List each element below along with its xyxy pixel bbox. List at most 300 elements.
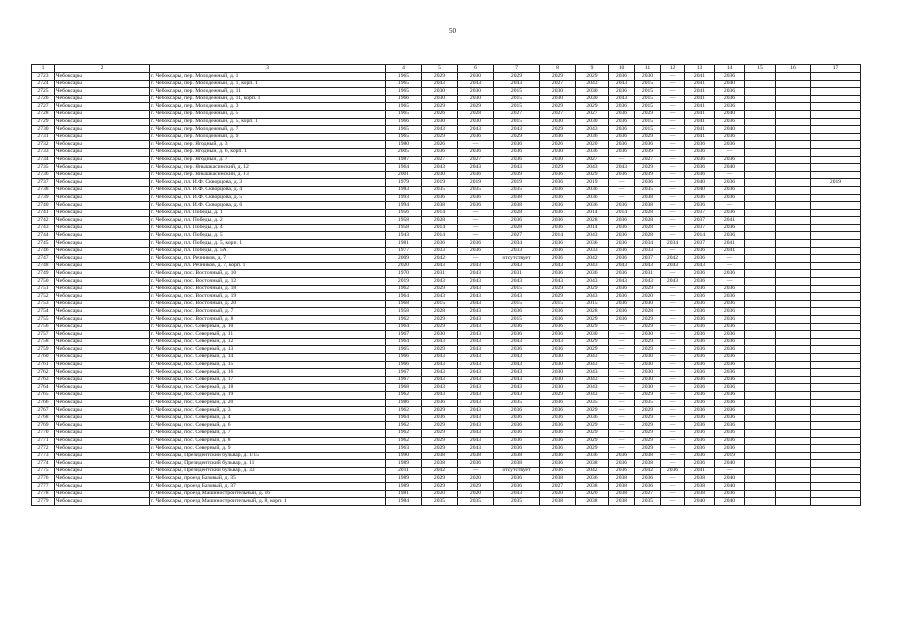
table-cell-col-6: 2035 — [458, 186, 494, 194]
table-cell-col-3: г. Чебоксары, пос. Северный, д. 20 — [150, 399, 386, 407]
table-cell-col-6: 2043 — [458, 338, 494, 346]
table-cell-col-1: 2768 — [32, 414, 55, 422]
table-cell-col-5: 2043 — [422, 293, 458, 301]
table-cell-col-14: 2041 — [715, 240, 745, 248]
table-cell-col-13: 2036 — [685, 407, 715, 415]
table-cell-col-17 — [811, 202, 861, 210]
table-cell-col-10: 2043 — [609, 262, 635, 270]
table-cell-col-7: 2036 — [494, 437, 540, 445]
table-cell-col-16 — [776, 126, 811, 134]
table-cell-col-1: 2750 — [32, 278, 55, 286]
table-cell-col-15 — [745, 270, 776, 278]
table-cell-col-2: Чебоксары — [55, 262, 150, 270]
table-cell-col-7: 2015 — [494, 103, 540, 111]
table-cell-col-9: 2043 — [576, 369, 609, 377]
table-cell-col-7: 2036 — [494, 414, 540, 422]
table-cell-col-14: 2036 — [715, 407, 745, 415]
table-cell-col-3: г. Чебоксары, пос. Северный, д. 17 — [150, 376, 386, 384]
table-cell-col-7: 2036 — [494, 346, 540, 354]
table-cell-col-4: 1965 — [386, 88, 422, 96]
table-cell-col-5: 2020 — [422, 490, 458, 498]
table-cell-col-8: 2027 — [540, 110, 576, 118]
table-cell-col-8: 2043 — [540, 278, 576, 286]
table-cell-col-9: 2030 — [576, 331, 609, 339]
table-cell-col-1: 2766 — [32, 399, 55, 407]
table-cell-col-14: — — [715, 278, 745, 286]
table-cell-col-6: 2020 — [458, 475, 494, 483]
table-cell-col-5: 2043 — [422, 369, 458, 377]
table-row — [32, 437, 861, 445]
table-cell-col-7: 2027 — [494, 232, 540, 240]
table-cell-col-17 — [811, 224, 861, 232]
table-cell-col-7: 2043 — [494, 262, 540, 270]
table-cell-col-9: 2043 — [576, 361, 609, 369]
table-cell-col-4: 1966 — [386, 118, 422, 126]
table-row — [32, 475, 861, 483]
table-cell-col-17 — [811, 171, 861, 179]
table-cell-col-13: 2036 — [685, 247, 715, 255]
table-cell-col-11: 2037 — [635, 255, 661, 263]
table-cell-col-3: г. Чебоксары, пл. Речников, д. 7, корп. 1 — [150, 262, 386, 270]
table-row — [32, 422, 861, 430]
table-cell-col-9: 2043 — [576, 262, 609, 270]
table-cell-col-17 — [811, 353, 861, 361]
table-cell-col-7: 2043 — [494, 278, 540, 286]
table-cell-col-1: 2728 — [32, 110, 55, 118]
table-cell-col-2: Чебоксары — [55, 186, 150, 194]
table-cell-col-2: Чебоксары — [55, 103, 150, 111]
table-cell-col-9: 2035 — [576, 399, 609, 407]
table-cell-col-15 — [745, 179, 776, 187]
table-cell-col-3: г. Чебоксары, пер. Янышкасинский, д. 12 — [150, 164, 386, 172]
table-cell-col-13: 2036 — [685, 278, 715, 286]
table-cell-col-16 — [776, 452, 811, 460]
table-cell-col-2: Чебоксары — [55, 164, 150, 172]
table-cell-col-8: 2015 — [540, 300, 576, 308]
table-cell-col-14: 2036 — [715, 437, 745, 445]
table-cell-col-13: 2040 — [685, 498, 715, 506]
table-cell-col-5: 2029 — [422, 483, 458, 491]
table-cell-col-5: 2029 — [422, 429, 458, 437]
table-cell-col-5: 2029 — [422, 323, 458, 331]
table-cell-col-1: 2777 — [32, 483, 55, 491]
table-cell-col-3: г. Чебоксары, пер. Молодежный, д. 7 — [150, 126, 386, 134]
table-cell-col-14: 2036 — [715, 293, 745, 301]
table-cell-col-5: 2029 — [422, 346, 458, 354]
table-cell-col-3: г. Чебоксары, пер. Ягодный, д. 6, корп. 1 — [150, 148, 386, 156]
table-cell-col-5: 2036 — [422, 148, 458, 156]
table-cell-col-15 — [745, 331, 776, 339]
table-cell-col-3: г. Чебоксары, пос. Северный, д. 14 — [150, 353, 386, 361]
table-cell-col-7: 2043 — [494, 391, 540, 399]
table-cell-col-12: — — [661, 445, 685, 453]
table-cell-col-6: 2043 — [458, 407, 494, 415]
table-cell-col-1: 2779 — [32, 498, 55, 506]
table-cell-col-17 — [811, 452, 861, 460]
table-cell-col-13: 2036 — [685, 361, 715, 369]
table-row — [32, 285, 861, 293]
table-cell-col-13: 2041 — [685, 103, 715, 111]
table-cell-col-9: 2043 — [576, 391, 609, 399]
table-cell-col-8: 2036 — [540, 194, 576, 202]
table-cell-col-10: 2038 — [609, 483, 635, 491]
table-cell-col-1: 2745 — [32, 240, 55, 248]
table-cell-col-15 — [745, 217, 776, 225]
table-cell-col-14: 2036 — [715, 133, 745, 141]
table-cell-col-9: 2029 — [576, 285, 609, 293]
column-header-1: 1 — [32, 65, 55, 73]
table-cell-col-15 — [745, 202, 776, 210]
table-cell-col-17 — [811, 80, 861, 88]
table-cell-col-10: — — [609, 369, 635, 377]
table-cell-col-14: 2036 — [715, 88, 745, 96]
table-cell-col-15 — [745, 391, 776, 399]
table-cell-col-7: 2043 — [494, 361, 540, 369]
table-cell-col-16 — [776, 194, 811, 202]
table-cell-col-4: 1980 — [386, 141, 422, 149]
table-cell-col-1: 2740 — [32, 202, 55, 210]
table-cell-col-7: 2036 — [494, 141, 540, 149]
table-cell-col-7: 2036 — [494, 217, 540, 225]
table-cell-col-1: 2774 — [32, 460, 55, 468]
table-cell-col-2: Чебоксары — [55, 80, 150, 88]
table-cell-col-7: 2015 — [494, 95, 540, 103]
table-cell-col-1: 2772 — [32, 445, 55, 453]
table-cell-col-13: 2038 — [685, 490, 715, 498]
table-cell-col-7: 2033 — [494, 247, 540, 255]
table-cell-col-4: 1962 — [386, 429, 422, 437]
table-cell-col-13: 2040 — [685, 179, 715, 187]
table-cell-col-6: 2036 — [458, 202, 494, 210]
table-cell-col-10: 2036 — [609, 110, 635, 118]
table-cell-col-10: — — [609, 338, 635, 346]
table-cell-col-15 — [745, 384, 776, 392]
table-cell-col-10: 2043 — [609, 95, 635, 103]
table-cell-col-16 — [776, 141, 811, 149]
table-cell-col-6: — — [458, 232, 494, 240]
table-cell-col-16 — [776, 179, 811, 187]
table-cell-col-11: 2015 — [635, 95, 661, 103]
table-cell-col-5: 2043 — [422, 278, 458, 286]
table-cell-col-6: 2035 — [458, 498, 494, 506]
table-cell-col-1: 2776 — [32, 475, 55, 483]
table-cell-col-13: 2036 — [685, 194, 715, 202]
table-cell-col-6: 2043 — [458, 262, 494, 270]
table-row — [32, 293, 861, 301]
table-row — [32, 164, 861, 172]
table-cell-col-10: — — [609, 323, 635, 331]
table-cell-col-12: — — [661, 353, 685, 361]
table-cell-col-14: 2036 — [715, 300, 745, 308]
table-cell-col-11: 2028 — [635, 217, 661, 225]
table-cell-col-16 — [776, 361, 811, 369]
table-cell-col-5: 2035 — [422, 186, 458, 194]
table-cell-col-15 — [745, 353, 776, 361]
table-cell-col-1: 2767 — [32, 407, 55, 415]
column-header-5: 5 — [422, 65, 458, 73]
table-cell-col-4: 1958 — [386, 308, 422, 316]
table-cell-col-2: Чебоксары — [55, 460, 150, 468]
table-cell-col-16 — [776, 437, 811, 445]
table-cell-col-15 — [745, 194, 776, 202]
table-cell-col-16 — [776, 186, 811, 194]
table-cell-col-3: г. Чебоксары, Президентский бульвар, д. 11 — [150, 460, 386, 468]
table-cell-col-10: 2038 — [609, 475, 635, 483]
table-cell-col-5: 2043 — [422, 262, 458, 270]
table-cell-col-10: 2036 — [609, 217, 635, 225]
table-cell-col-14: 2036 — [715, 224, 745, 232]
table-cell-col-10: — — [609, 437, 635, 445]
table-cell-col-10: 2014 — [609, 209, 635, 217]
table-cell-col-15 — [745, 262, 776, 270]
table-cell-col-2: Чебоксары — [55, 445, 150, 453]
housing-schedule-table — [31, 64, 861, 506]
table-cell-col-10: 2036 — [609, 88, 635, 96]
table-cell-col-13: 2036 — [685, 338, 715, 346]
table-cell-col-17 — [811, 73, 861, 81]
table-cell-col-4: 1983 — [386, 186, 422, 194]
table-cell-col-14: 2036 — [715, 399, 745, 407]
table-cell-col-12: — — [661, 399, 685, 407]
table-cell-col-7: 2043 — [494, 369, 540, 377]
column-header-3: 3 — [150, 65, 386, 73]
table-cell-col-2: Чебоксары — [55, 422, 150, 430]
column-header-4: 4 — [386, 65, 422, 73]
table-cell-col-14: 2041 — [715, 247, 745, 255]
table-cell-col-8: 2036 — [540, 217, 576, 225]
table-cell-col-17 — [811, 346, 861, 354]
table-cell-col-15 — [745, 300, 776, 308]
table-cell-col-10: 2043 — [609, 80, 635, 88]
table-cell-col-2: Чебоксары — [55, 118, 150, 126]
table-cell-col-3: г. Чебоксары, пос. Северный, д. 8 — [150, 437, 386, 445]
table-cell-col-3: г. Чебоксары, пос. Северный, д. 10 — [150, 323, 386, 331]
table-cell-col-12: — — [661, 316, 685, 324]
table-cell-col-11: 2029 — [635, 316, 661, 324]
table-cell-col-12: — — [661, 498, 685, 506]
table-cell-col-7: 2036 — [494, 445, 540, 453]
table-cell-col-15 — [745, 346, 776, 354]
table-cell-col-5: 2015 — [422, 300, 458, 308]
table-cell-col-16 — [776, 95, 811, 103]
table-cell-col-9: 2043 — [576, 293, 609, 301]
table-cell-col-6: 2030 — [458, 73, 494, 81]
table-cell-col-11: 2039 — [635, 171, 661, 179]
table-cell-col-14: 2036 — [715, 323, 745, 331]
table-cell-col-3: г. Чебоксары, пер. Молодежный, д. 9 — [150, 133, 386, 141]
table-cell-col-10: — — [609, 399, 635, 407]
table-cell-col-12: — — [661, 414, 685, 422]
table-cell-col-10: 2036 — [609, 316, 635, 324]
table-row — [32, 232, 861, 240]
table-cell-col-8: 2030 — [540, 369, 576, 377]
table-cell-col-17 — [811, 232, 861, 240]
table-row — [32, 353, 861, 361]
table-cell-col-16 — [776, 460, 811, 468]
table-cell-col-5: 2026 — [422, 141, 458, 149]
table-cell-col-2: Чебоксары — [55, 475, 150, 483]
table-cell-col-2: Чебоксары — [55, 232, 150, 240]
table-cell-col-6: 2029 — [458, 483, 494, 491]
table-cell-col-15 — [745, 460, 776, 468]
table-cell-col-13: 2041 — [685, 126, 715, 134]
table-cell-col-6: 2027 — [458, 156, 494, 164]
table-cell-col-16 — [776, 247, 811, 255]
table-cell-col-14: 2036 — [715, 331, 745, 339]
table-cell-col-13: 2041 — [685, 110, 715, 118]
table-cell-col-7: 2039 — [494, 171, 540, 179]
table-cell-col-14: 2036 — [715, 391, 745, 399]
table-row — [32, 414, 861, 422]
table-cell-col-14: 2036 — [715, 361, 745, 369]
table-cell-col-5: 2029 — [422, 407, 458, 415]
table-cell-col-7: 2043 — [494, 80, 540, 88]
table-cell-col-8: 2029 — [540, 103, 576, 111]
table-cell-col-12: — — [661, 194, 685, 202]
column-header-14: 14 — [715, 65, 745, 73]
table-cell-col-4: 1965 — [386, 73, 422, 81]
table-cell-col-5: 2043 — [422, 353, 458, 361]
table-cell-col-3: г. Чебоксары, пос. Северный, д. 11 — [150, 331, 386, 339]
table-cell-col-1: 2734 — [32, 156, 55, 164]
table-cell-col-7: 2028 — [494, 209, 540, 217]
table-cell-col-12: — — [661, 186, 685, 194]
table-cell-col-6: 2043 — [458, 308, 494, 316]
table-cell-col-9: 2020 — [576, 141, 609, 149]
table-cell-col-8: 2036 — [540, 460, 576, 468]
table-cell-col-2: Чебоксары — [55, 285, 150, 293]
table-cell-col-9: 2042 — [576, 467, 609, 475]
table-cell-col-4: 1962 — [386, 391, 422, 399]
table-cell-col-14: 2036 — [715, 308, 745, 316]
table-cell-col-12: — — [661, 126, 685, 134]
table-cell-col-3: г. Чебоксары, пос. Северный, д. 7 — [150, 429, 386, 437]
table-row — [32, 331, 861, 339]
table-cell-col-13: 2036 — [685, 255, 715, 263]
table-cell-col-9: 2028 — [576, 217, 609, 225]
table-cell-col-15 — [745, 232, 776, 240]
table-cell-col-3: г. Чебоксары, пл. И.Ф. Скворцова, д. 6 — [150, 202, 386, 210]
table-cell-col-4: 1968 — [386, 384, 422, 392]
table-cell-col-7: 2015 — [494, 285, 540, 293]
table-cell-col-4: 1943 — [386, 232, 422, 240]
table-cell-col-11: 2030 — [635, 361, 661, 369]
table-cell-col-5: 2029 — [422, 316, 458, 324]
table-cell-col-1: 2752 — [32, 293, 55, 301]
table-cell-col-3: г. Чебоксары, пл. И.Ф. Скворцова, д. 5 — [150, 194, 386, 202]
table-cell-col-2: Чебоксары — [55, 391, 150, 399]
table-cell-col-9: 2014 — [576, 224, 609, 232]
table-cell-col-17 — [811, 391, 861, 399]
table-cell-col-4: 1968 — [386, 300, 422, 308]
table-cell-col-1: 2742 — [32, 217, 55, 225]
table-cell-col-4: 1965 — [386, 110, 422, 118]
table-cell-col-15 — [745, 293, 776, 301]
table-cell-col-9: 2029 — [576, 429, 609, 437]
table-cell-col-9: 2027 — [576, 156, 609, 164]
table-cell-col-7: 2036 — [494, 429, 540, 437]
table-cell-col-17 — [811, 133, 861, 141]
table-cell-col-9: 2036 — [576, 414, 609, 422]
table-cell-col-4: 1967 — [386, 369, 422, 377]
table-cell-col-11: 2028 — [635, 224, 661, 232]
table-cell-col-2: Чебоксары — [55, 133, 150, 141]
table-cell-col-4: 2009 — [386, 255, 422, 263]
table-cell-col-1: 2729 — [32, 118, 55, 126]
table-cell-col-6: 2043 — [458, 80, 494, 88]
table-cell-col-15 — [745, 164, 776, 172]
table-cell-col-8: 2029 — [540, 293, 576, 301]
table-cell-col-12: — — [661, 429, 685, 437]
table-cell-col-17 — [811, 460, 861, 468]
table-cell-col-6: 2036 — [458, 194, 494, 202]
table-row — [32, 141, 861, 149]
table-cell-col-16 — [776, 399, 811, 407]
table-cell-col-8: 2036 — [540, 224, 576, 232]
table-cell-col-14: 2036 — [715, 429, 745, 437]
table-cell-col-3: г. Чебоксары, пос. Северный, д. 15 — [150, 361, 386, 369]
table-cell-col-7: 2043 — [494, 293, 540, 301]
table-cell-col-15 — [745, 110, 776, 118]
table-cell-col-8: 2026 — [540, 141, 576, 149]
table-cell-col-3: г. Чебоксары, пос. Северный, д. 19 — [150, 391, 386, 399]
table-cell-col-15 — [745, 80, 776, 88]
table-cell-col-11: 2029 — [635, 445, 661, 453]
table-cell-col-8: 2036 — [540, 316, 576, 324]
table-cell-col-11: 2035 — [635, 186, 661, 194]
table-cell-col-16 — [776, 73, 811, 81]
table-cell-col-10: — — [609, 391, 635, 399]
table-cell-col-5: 2030 — [422, 88, 458, 96]
table-cell-col-11: 2015 — [635, 80, 661, 88]
table-cell-col-2: Чебоксары — [55, 437, 150, 445]
table-cell-col-5: 2033 — [422, 247, 458, 255]
table-cell-col-17 — [811, 95, 861, 103]
table-cell-col-9: 2029 — [576, 445, 609, 453]
table-cell-col-8: 2030 — [540, 361, 576, 369]
table-cell-col-15 — [745, 475, 776, 483]
table-cell-col-15 — [745, 285, 776, 293]
table-cell-col-10: 2036 — [609, 293, 635, 301]
table-row — [32, 429, 861, 437]
table-row — [32, 490, 861, 498]
table-cell-col-11: 2027 — [635, 490, 661, 498]
table-cell-col-15 — [745, 186, 776, 194]
table-cell-col-15 — [745, 88, 776, 96]
table-cell-col-11: 2030 — [635, 331, 661, 339]
table-cell-col-12: — — [661, 209, 685, 217]
table-cell-col-11: 2030 — [635, 300, 661, 308]
table-cell-col-17 — [811, 110, 861, 118]
table-cell-col-3: г. Чебоксары, пл. Победы, д. 2 — [150, 217, 386, 225]
table-cell-col-10: 2043 — [609, 164, 635, 172]
table-cell-col-12: — — [661, 141, 685, 149]
table-cell-col-9: 2036 — [576, 475, 609, 483]
table-row — [32, 217, 861, 225]
table-cell-col-4: 1966 — [386, 361, 422, 369]
table-cell-col-16 — [776, 300, 811, 308]
table-cell-col-1: 2761 — [32, 361, 55, 369]
table-row — [32, 452, 861, 460]
table-cell-col-17 — [811, 369, 861, 377]
table-cell-col-5: 2043 — [422, 80, 458, 88]
table-cell-col-15 — [745, 483, 776, 491]
table-cell-col-6: 2036 — [458, 133, 494, 141]
table-cell-col-17 — [811, 338, 861, 346]
table-cell-col-8: 2036 — [540, 171, 576, 179]
table-cell-col-3: г. Чебоксары, пос. Северный, д. 6 — [150, 422, 386, 430]
table-row — [32, 346, 861, 354]
